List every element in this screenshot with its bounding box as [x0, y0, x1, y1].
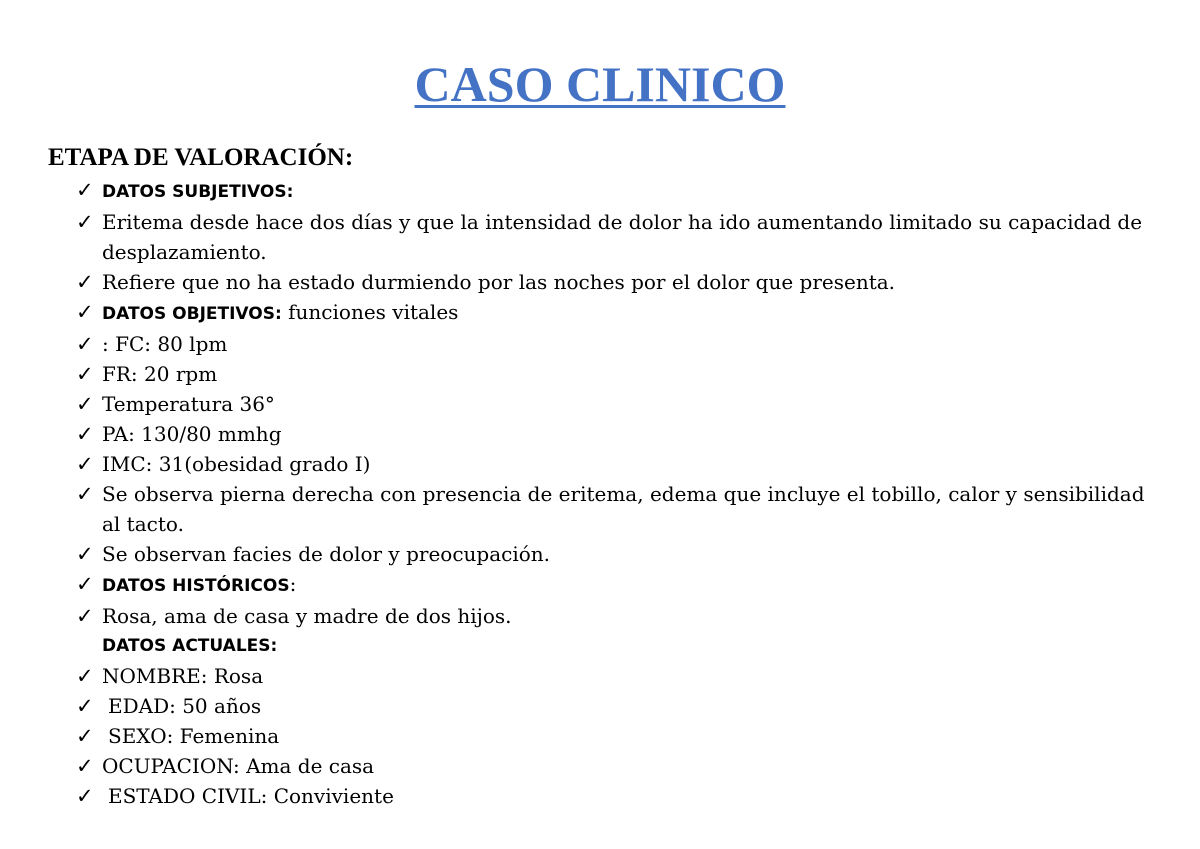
- vital-sign-text: PA: 130/80 mmhg: [102, 422, 282, 446]
- subjective-data-label: DATOS SUBJETIVOS:: [102, 182, 294, 202]
- list-item: [76, 751, 1156, 781]
- checkmark-icon: ✓: [76, 270, 94, 294]
- objective-data-label: DATOS OBJETIVOS:: [102, 304, 282, 324]
- observation-text: Se observan facies de dolor y preocupación.: [102, 542, 551, 566]
- assessment-list: [76, 175, 1156, 811]
- current-data-text: EDAD: 50 años: [108, 694, 262, 718]
- subjective-item-text: Refiere que no ha estado durmiendo por las noches por el dolor que presenta.: [102, 270, 896, 294]
- checkmark-icon: ✓: [76, 542, 94, 566]
- checkmark-icon: ✓: [76, 604, 94, 628]
- list-item: [76, 569, 1156, 601]
- historic-data-label: DATOS HISTÓRICOS: [102, 576, 290, 596]
- checkmark-icon: ✓: [76, 784, 94, 808]
- checkmark-icon: ✓: [76, 482, 94, 506]
- vital-sign-text: IMC: 31(obesidad grado I): [102, 452, 371, 476]
- checkmark-icon: ✓: [76, 392, 94, 416]
- list-item: [76, 691, 1156, 721]
- list-item: [76, 449, 1156, 479]
- checkmark-icon: ✓: [76, 724, 94, 748]
- vital-sign-text: FR: 20 rpm: [102, 362, 218, 386]
- list-item: [76, 297, 1156, 329]
- subjective-item-text: Eritema desde hace dos días y que la intensidad de dolor ha ido aumentando limitado su capacidad de desplazamiento.: [102, 210, 1143, 264]
- checkmark-icon: ✓: [76, 754, 94, 778]
- checkmark-icon: ✓: [76, 332, 94, 356]
- list-item: [76, 479, 1156, 539]
- list-item: [76, 175, 1156, 207]
- vital-sign-text: : FC: 80 lpm: [102, 332, 228, 356]
- list-item: [76, 601, 1156, 631]
- checkmark-icon: ✓: [76, 178, 94, 202]
- checkmark-icon: ✓: [76, 664, 94, 688]
- list-item: [76, 539, 1156, 569]
- current-data-text: SEXO: Femenina: [108, 724, 280, 748]
- vital-sign-text: Temperatura 36°: [102, 392, 275, 416]
- checkmark-icon: ✓: [76, 422, 94, 446]
- checkmark-icon: ✓: [76, 694, 94, 718]
- section-heading: ETAPA DE VALORACIÓN:: [48, 144, 354, 171]
- checkmark-icon: ✓: [76, 572, 94, 596]
- list-item: [76, 419, 1156, 449]
- current-data-text: NOMBRE: Rosa: [102, 664, 264, 688]
- document-title: CASO CLINICO: [414, 56, 786, 112]
- list-item: [76, 661, 1156, 691]
- list-item: [76, 207, 1156, 267]
- current-data-text: ESTADO CIVIL: Conviviente: [108, 784, 394, 808]
- list-item: [76, 721, 1156, 751]
- checkmark-icon: ✓: [76, 452, 94, 476]
- objective-data-suffix: funciones vitales: [281, 300, 459, 324]
- checkmark-icon: ✓: [76, 210, 94, 234]
- list-item: [76, 389, 1156, 419]
- list-item: [76, 329, 1156, 359]
- checkmark-icon: ✓: [76, 362, 94, 386]
- checkmark-icon: ✓: [76, 300, 94, 324]
- list-item: [76, 781, 1156, 811]
- observation-text: Se observa pierna derecha con presencia de eritema, edema que incluye el tobillo, calor y sensibilidad al tacto.: [102, 482, 1145, 536]
- list-item: [76, 359, 1156, 389]
- list-item: [76, 267, 1156, 297]
- historic-item-text: Rosa, ama de casa y madre de dos hijos.: [102, 604, 512, 628]
- current-data-label: DATOS ACTUALES:: [102, 636, 278, 656]
- current-data-text: OCUPACION: Ama de casa: [102, 754, 375, 778]
- historic-data-colon: :: [289, 572, 297, 596]
